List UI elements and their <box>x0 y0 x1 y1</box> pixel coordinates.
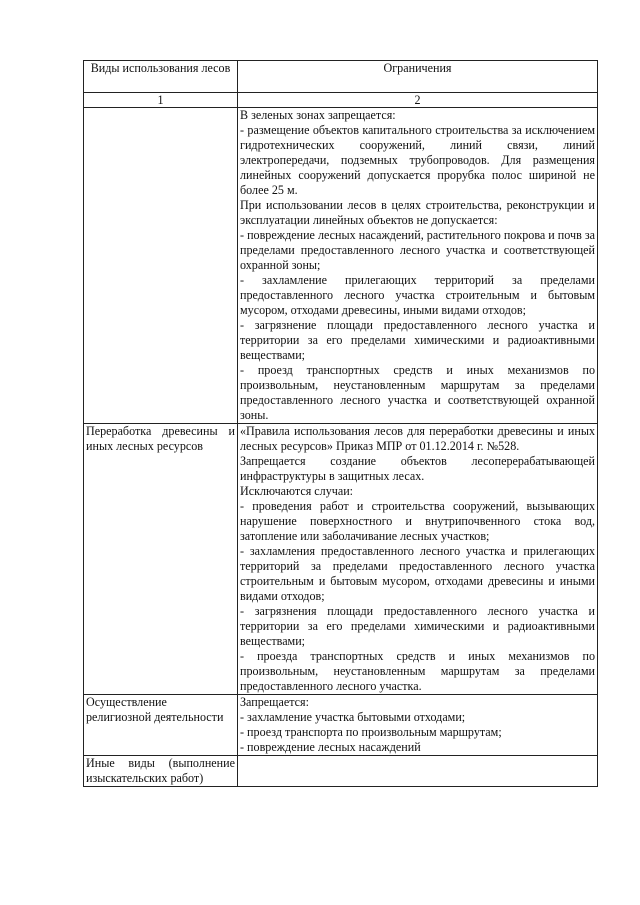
restriction-paragraph: - захламление участка бытовыми отходами; <box>240 710 466 724</box>
row-use-type: Иные виды (выполнение изыскательских работ) <box>84 756 238 787</box>
restriction-paragraph: Запрещается создание объектов лесоперерабатывающей инфраструктуры в защитных лесах. <box>240 454 595 483</box>
restriction-paragraph: - захламление прилегающих территорий за пределами предоставленного лесного участка строительным и бытовым мусором, отходами древесины, иными видами отходов; <box>240 273 595 317</box>
restriction-paragraph: «Правила использования лесов для переработки древесины и иных лесных ресурсов» Приказ МПР от 01.12.2014 г. №528. <box>240 424 595 453</box>
row-restrictions <box>238 424 598 695</box>
row-restrictions-empty <box>238 756 598 787</box>
table-row <box>84 108 598 424</box>
restriction-paragraph: Запрещается: <box>240 695 309 709</box>
restriction-paragraph: - проезд транспорта по произвольным маршрутам; <box>240 725 502 739</box>
restriction-paragraph: - проезд транспортных средств и иных механизмов по произвольным, неустановленным маршрутам за пределами предоставленного лесного участка и соответствующей охранной зоны. <box>240 363 595 422</box>
table-row <box>84 695 598 756</box>
restriction-paragraph: - загрязнение площади предоставленного лесного участка и территории за его пределами химическими и радиоактивными веществами; <box>240 318 595 362</box>
table-row <box>84 756 598 787</box>
restriction-paragraph: - проезда транспортных средств и иных механизмов по произвольным, неустановленным маршрутам за пределами предоставленного лесного участка. <box>240 649 595 693</box>
table-header-row <box>84 61 598 93</box>
forest-use-restrictions-table <box>83 60 598 787</box>
row-use-type: Переработка древесины и иных лесных ресурсов <box>84 424 238 695</box>
restriction-paragraph: - размещение объектов капитального строительства за исключением гидротехнических сооружений, линий связи, линий электропередачи, подземных трубопроводов. Для размещения линейных сооружений допускается прорубка полос шириной не более 25 м. <box>240 123 595 197</box>
restriction-paragraph: - повреждение лесных насаждений, растительного покрова и почв за пределами предоставленного лесного участка и соответствующей охранной зоны; <box>240 228 595 272</box>
row-use-type <box>84 108 238 424</box>
restriction-paragraph: - проведения работ и строительства сооружений, вызывающих нарушение поверхностного и внутрипочвенного стока вод, затопление или заболачивание лесных участков; <box>240 499 595 543</box>
header-forest-use-types: Виды использования лесов <box>84 61 238 93</box>
column-number-row <box>84 93 598 108</box>
restriction-paragraph: Исключаются случаи: <box>240 484 354 498</box>
column-number-2: 2 <box>238 93 598 108</box>
restriction-paragraph: - захламления предоставленного лесного участка и прилегающих территорий за пределами предоставленного лесного участка строительным и бытовым мусором, отходами древесины и иными видами отходов; <box>240 544 595 603</box>
row-restrictions <box>238 108 598 424</box>
row-restrictions <box>238 695 598 756</box>
restriction-paragraph: - повреждение лесных насаждений <box>240 740 421 754</box>
restriction-paragraph: В зеленых зонах запрещается: <box>240 108 396 122</box>
restriction-paragraph: - загрязнения площади предоставленного лесного участка и территории за его пределами химическими и радиоактивными веществами; <box>240 604 595 648</box>
column-number-1: 1 <box>84 93 238 108</box>
header-restrictions: Ограничения <box>238 61 598 93</box>
table-row <box>84 424 598 695</box>
row-use-type: Осуществление религиозной деятельности <box>84 695 238 756</box>
restriction-paragraph: При использовании лесов в целях строительства, реконструкции и эксплуатации линейных объектов не допускается: <box>240 198 595 227</box>
